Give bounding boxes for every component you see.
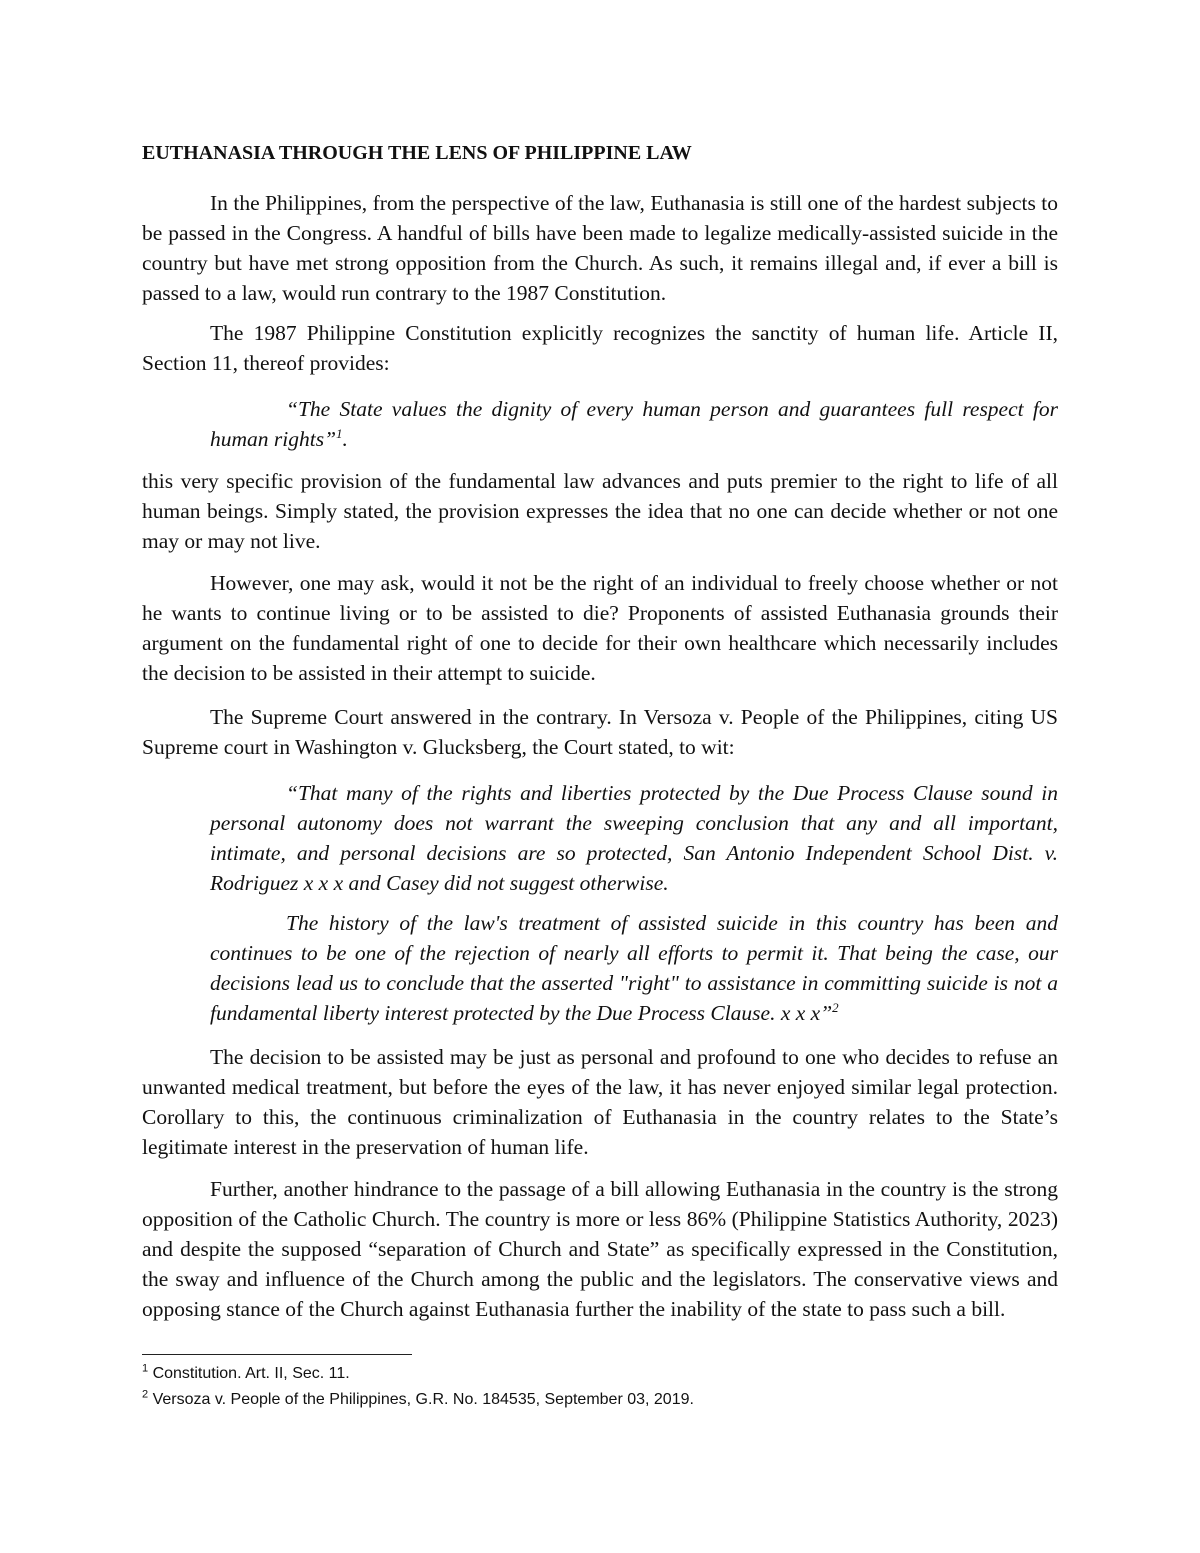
- document-title: EUTHANASIA THROUGH THE LENS OF PHILIPPINE LAW: [142, 142, 692, 164]
- footnote-2: [142, 1390, 694, 1410]
- footnote-1-marker: 1: [142, 1362, 149, 1375]
- paragraph-intro: In the Philippines, from the perspective of the law, Euthanasia is still one of the hardest subjects to be passed in the Congress. A handful of bills have been made to legalize medically-assisted suicide in the country but have met strong opposition from the Church. As such, it remains illegal and, if ever a bill is passed to a law, would run contrary to the 1987 Constitution.: [142, 191, 1058, 305]
- footnote-2-text: Versoza v. People of the Philippines, G.R. No. 184535, September 03, 2019.: [148, 1391, 694, 1408]
- footnote-1: [142, 1364, 350, 1384]
- footnote-divider: [142, 1354, 412, 1355]
- paragraph-constitution: The 1987 Philippine Constitution explicitly recognizes the sanctity of human life. Article II, Section 11, thereof provides:: [142, 321, 1058, 375]
- quote-glucksberg-2-text: The history of the law's treatment of assisted suicide in this country has been and continues to be one of the rejection of nearly all efforts to permit it. That being the case, our decisions lead us to conclude that the asserted "right" to assistance in committing suicide is not a fundamental liberty interest protected by the Due Process Clause. x x x”: [210, 911, 1058, 1025]
- footnote-2-marker: 2: [142, 1388, 149, 1401]
- paragraph-question: However, one may ask, would it not be the right of an individual to freely choose whether or not he wants to continue living or to be assisted to die? Proponents of assisted Euthanasia grounds their argument on the fundamental right of one to decide for their own healthcare which necessarily includes the decision to be assisted in their attempt to suicide.: [142, 571, 1058, 685]
- quote-glucksberg-2: [210, 908, 1058, 1028]
- footnote-ref-1[interactable]: 1: [336, 425, 343, 441]
- footnote-1-text: Constitution. Art. II, Sec. 11.: [148, 1365, 350, 1382]
- paragraph-provision: this very specific provision of the fundamental law advances and puts premier to the right to life of all human beings. Simply stated, the provision expresses the idea that no one can decide whether or not one may or may not live.: [142, 469, 1058, 553]
- quote-constitution-text: “The State values the dignity of every human person and guarantees full respect for human rights”: [210, 397, 1058, 451]
- paragraph-church: Further, another hindrance to the passage of a bill allowing Euthanasia in the country is the strong opposition of the Catholic Church. The country is more or less 86% (Philippine Statistics Authority, 2023) and despite the supposed “separation of Church and State” as specifically expressed in the Constitution, the sway and influence of the Church among the public and the legislators. The conservative views and opposing stance of the Church against Euthanasia further the inability of the state to pass such a bill.: [142, 1177, 1058, 1321]
- footnote-ref-2[interactable]: 2: [832, 999, 839, 1015]
- quote-glucksberg-1: “That many of the rights and liberties protected by the Due Process Clause sound in personal autonomy does not warrant the sweeping conclusion that any and all important, intimate, and personal decisions are so protected, San Antonio Independent School Dist. v. Rodriguez x x x and Casey did not suggest otherwise.: [210, 781, 1058, 895]
- paragraph-decision: The decision to be assisted may be just as personal and profound to one who decides to refuse an unwanted medical treatment, but before the eyes of the law, it has never enjoyed similar legal protection. Corollary to this, the continuous criminalization of Euthanasia in the country relates to the State’s legitimate interest in the preservation of human life.: [142, 1045, 1058, 1159]
- quote-constitution: [210, 394, 1058, 454]
- quote-constitution-end: .: [342, 427, 348, 451]
- paragraph-supreme-court: The Supreme Court answered in the contrary. In Versoza v. People of the Philippines, citing US Supreme court in Washington v. Glucksberg, the Court stated, to wit:: [142, 705, 1058, 759]
